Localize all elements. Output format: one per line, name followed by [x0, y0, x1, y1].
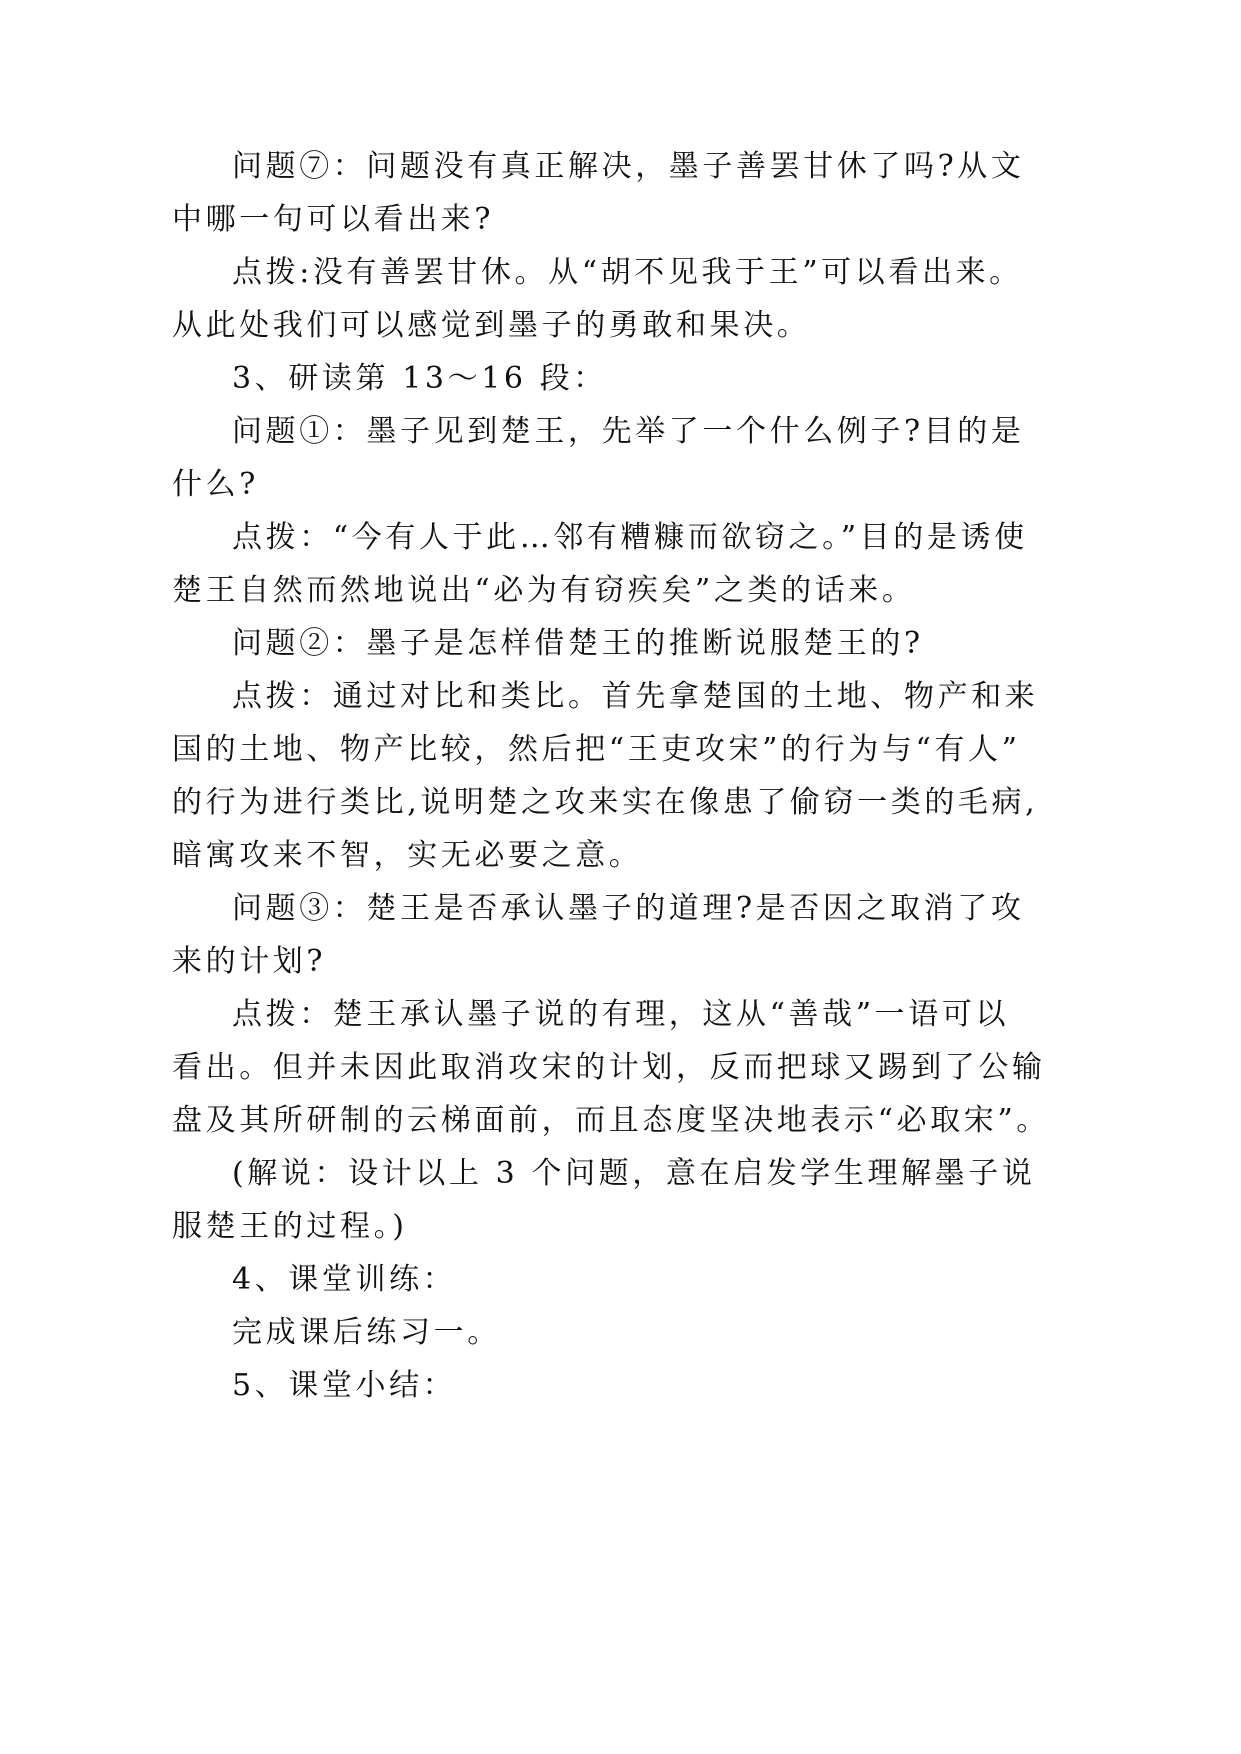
text-line: 中哪一句可以看出来? — [172, 202, 495, 237]
text-line: 国的土地、物产比较，然后把“王吏攻宋”的行为与“有人” — [172, 732, 1021, 767]
text-line: 暗寓攻来不智，实无必要之意。 — [172, 838, 643, 873]
text-line: 服楚王的过程。) — [172, 1209, 408, 1244]
text-line: 完成课后练习一。 — [232, 1315, 501, 1350]
text-line: 看出。但并未因此取消攻宋的计划，反而把球又踢到了公输 — [172, 1050, 1046, 1085]
text-line: 问题③：楚王是否承认墨子的道理?是否因之取消了攻 — [232, 891, 1025, 926]
text-line: (解说：设计以上 3 个问题，意在启发学生理解墨子说 — [232, 1156, 1036, 1191]
text-line: 点拨：楚王承认墨子说的有理，这从“善哉”一语可以 — [232, 997, 1010, 1032]
text-line: 盘及其所研制的云梯面前，而且态度坚决地表示“必取宋”。 — [172, 1103, 1050, 1138]
text-line: 来的计划? — [172, 944, 327, 979]
text-line: 点拨：“今有人于此…邻有糟糠而欲窃之。”目的是诱使 — [232, 520, 1028, 555]
text-line: 问题①：墨子见到楚王，先举了一个什么例子?目的是 — [232, 414, 1025, 449]
text-line: 从此处我们可以感觉到墨子的勇敢和果决。 — [172, 308, 811, 343]
text-line: 3、研读第 13～16 段： — [232, 361, 607, 396]
text-line: 的行为进行类比,说明楚之攻来实在像患了偷窃一类的毛病, — [172, 785, 1039, 820]
text-line: 问题②：墨子是怎样借楚王的推断说服楚王的? — [232, 626, 924, 661]
text-line: 问题⑦：问题没有真正解决，墨子善罢甘休了吗?从文 — [232, 149, 1025, 184]
text-line: 点拨:没有善罢甘休。从“胡不见我于王”可以看出来。 — [232, 255, 1023, 290]
text-line: 楚王自然而然地说出“必为有窃疾矣”之类的话来。 — [172, 573, 916, 608]
text-line: 点拨：通过对比和类比。首先拿楚国的土地、物产和来 — [232, 679, 1039, 714]
text-line: 什么? — [172, 467, 259, 502]
text-line: 5、课堂小结： — [232, 1368, 457, 1403]
text-line: 4、课堂训练： — [232, 1262, 457, 1297]
